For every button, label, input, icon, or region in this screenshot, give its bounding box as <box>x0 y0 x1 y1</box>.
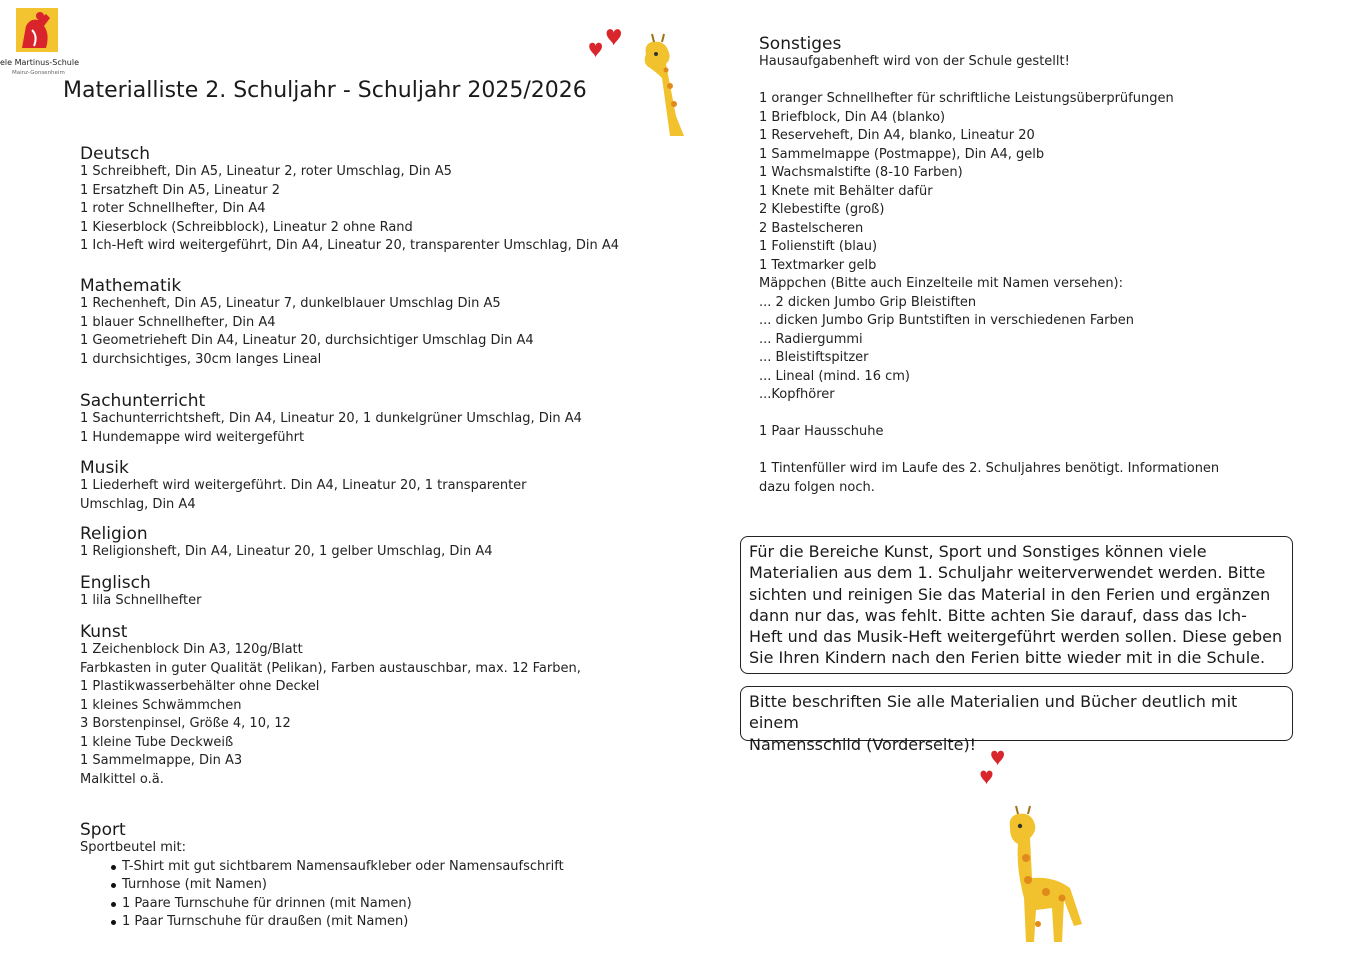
list-item: 1 Religionsheft, Din A4, Lineatur 20, 1 gelber Umschlag, Din A4 <box>80 544 493 559</box>
list-item: 1 Ersatzheft Din A5, Lineatur 2 <box>80 182 281 198</box>
list-item: 1 Wachsmalstifte (8-10 Farben) <box>759 165 963 180</box>
sport-intro: Sportbeutel mit: <box>80 840 186 855</box>
section-heading: Sport <box>80 820 126 840</box>
section-heading: Religion <box>80 524 148 544</box>
list-item: 3 Borstenpinsel, Größe 4, 10, 12 <box>80 716 291 731</box>
list-item: Mäppchen (Bitte auch Einzelteile mit Namen versehen): <box>759 276 1124 291</box>
list-item: 1 Briefblock, Din A4 (blanko) <box>759 109 946 125</box>
section-sport <box>80 822 564 932</box>
note-line: Heft und das Musik-Heft weitergeführt werden sollen. Diese geben <box>749 627 1283 647</box>
list-item: 1 Ich-Heft wird weitergeführt, Din A4, Lineatur 20, transparenter Umschlag, Din A4 <box>80 238 620 253</box>
giraffe-icon <box>1010 806 1082 942</box>
list-item: ... Radiergummi <box>759 331 863 347</box>
list-item: 1 Paar Hausschuhe <box>759 424 884 439</box>
list-item: 1 Kieserblock (Schreibblock), Lineatur 2 ohne Rand <box>80 219 413 235</box>
list-item: Malkittel o.ä. <box>80 771 164 787</box>
spacer <box>759 72 1219 91</box>
list-item: ... Bleistiftspitzer <box>759 350 869 365</box>
sonstiges-intro: Hausaufgabenheft wird von der Schule gestellt! <box>759 54 1070 69</box>
note-line: Materialien aus dem 1. Schuljahr weiterverwendet werden. Bitte <box>749 563 1266 583</box>
spacer <box>759 405 1219 424</box>
school-name: ele Martinus-Schule <box>0 58 80 67</box>
list-item: 1 Paar Turnschuhe für draußen (mit Namen) <box>122 913 564 932</box>
giraffe-icon <box>645 34 684 136</box>
section-sonstiges <box>759 36 1219 497</box>
list-item: ... dicken Jumbo Grip Buntstiften in verschiedenen Farben <box>759 313 1134 328</box>
spacer <box>759 442 1219 461</box>
section-heading: Kunst <box>80 622 128 642</box>
list-item: ...Kopfhörer <box>759 387 835 402</box>
section-heading: Deutsch <box>80 144 150 164</box>
school-logo <box>0 4 90 76</box>
label-note-box <box>740 686 1293 754</box>
section-heading: Mathematik <box>80 276 182 296</box>
list-item: 1 Paare Turnschuhe für drinnen (mit Namen) <box>122 895 564 914</box>
list-item: 1 Sammelmappe, Din A3 <box>80 753 243 768</box>
school-city: Mainz-Gonsenheim <box>12 70 65 76</box>
list-item: 1 lila Schnellhefter <box>80 593 202 608</box>
note-line: sichten und reinigen Sie das Material in den Ferien und ergänzen <box>749 584 1271 604</box>
section-sachunterricht <box>80 393 582 447</box>
note-line: dann nur das, was fehlt. Bitte achten Sie darauf, dass das Ich- <box>749 605 1247 625</box>
list-item: 1 Rechenheft, Din A5, Lineatur 7, dunkelblauer Umschlag Din A5 <box>80 296 501 311</box>
list-item: 1 Zeichenblock Din A3, 120g/Blatt <box>80 642 303 657</box>
section-deutsch <box>80 146 619 256</box>
note-line: Bitte beschriften Sie alle Materialien und Bücher deutlich mit einem <box>749 692 1238 733</box>
list-item: ... Lineal (mind. 16 cm) <box>759 368 910 384</box>
list-item: 1 Textmarker gelb <box>759 257 877 273</box>
list-item: dazu folgen noch. <box>759 479 875 495</box>
list-item: ... 2 dicken Jumbo Grip Bleistiften <box>759 294 977 310</box>
list-item: 1 blauer Schnellhefter, Din A4 <box>80 314 276 330</box>
note-line: Namensschild (Vorderseite)! <box>749 734 977 754</box>
list-item: 1 Schreibheft, Din A5, Lineatur 2, roter Umschlag, Din A5 <box>80 164 452 179</box>
list-item: 2 Bastelscheren <box>759 220 864 236</box>
section-musik <box>80 460 527 514</box>
list-item: 1 Tintenfüller wird im Laufe des 2. Schuljahres benötigt. Informationen <box>759 461 1220 476</box>
list-item: Umschlag, Din A4 <box>80 496 196 512</box>
list-item: 1 durchsichtiges, 30cm langes Lineal <box>80 351 322 367</box>
list-item: 1 kleines Schwämmchen <box>80 697 242 713</box>
list-item: 1 Liederheft wird weitergeführt. Din A4, Lineatur 20, 1 transparenter <box>80 478 527 493</box>
top-giraffe-decoration <box>586 26 686 136</box>
list-item: 1 roter Schnellhefter, Din A4 <box>80 201 266 216</box>
list-item: 1 oranger Schnellhefter für schriftliche Leistungsüberprüfungen <box>759 91 1174 106</box>
list-item: 1 Folienstift (blau) <box>759 239 878 254</box>
note-line: Für die Bereiche Kunst, Sport und Sonstiges können viele <box>749 542 1207 561</box>
list-item: 1 Sammelmappe (Postmappe), Din A4, gelb <box>759 146 1045 162</box>
section-heading: Musik <box>80 458 129 478</box>
heart-icon <box>991 751 1004 766</box>
list-item: 1 Plastikwasserbehälter ohne Deckel <box>80 679 320 694</box>
page-title: Materialliste 2. Schuljahr - Schuljahr 2025/2026 <box>63 78 587 103</box>
list-item: 1 Sachunterrichtsheft, Din A4, Lineatur 20, 1 dunkelgrüner Umschlag, Din A4 <box>80 411 582 426</box>
list-item: 1 kleine Tube Deckweiß <box>80 734 234 750</box>
section-heading: Englisch <box>80 573 151 593</box>
note-line: Sie Ihren Kindern nach den Ferien bitte wieder mit in die Schule. <box>749 648 1266 668</box>
list-item: 1 Reserveheft, Din A4, blanko, Lineatur 20 <box>759 128 1035 143</box>
section-kunst <box>80 624 581 789</box>
list-item: 1 Knete mit Behälter dafür <box>759 183 933 199</box>
sport-bullet-list <box>80 858 564 932</box>
reuse-note-box <box>740 536 1293 674</box>
section-englisch <box>80 575 201 611</box>
list-item: T-Shirt mit gut sichtbarem Namensaufkleber oder Namensaufschrift <box>122 858 564 877</box>
heart-icon <box>589 43 602 58</box>
list-item: Turnhose (mit Namen) <box>122 876 564 895</box>
section-heading: Sonstiges <box>759 34 842 54</box>
heart-icon <box>607 29 621 46</box>
list-item: 2 Klebestifte (groß) <box>759 202 885 217</box>
heart-icon <box>981 771 993 785</box>
list-item: 1 Hundemappe wird weitergeführt <box>80 429 305 445</box>
section-heading: Sachunterricht <box>80 391 206 411</box>
section-religion <box>80 526 493 562</box>
list-item: 1 Geometrieheft Din A4, Lineatur 20, durchsichtiger Umschlag Din A4 <box>80 333 534 348</box>
bottom-giraffe-decoration <box>974 748 1094 948</box>
logo-icon <box>16 8 58 52</box>
list-item: Farbkasten in guter Qualität (Pelikan), Farben austauschbar, max. 12 Farben, <box>80 660 581 676</box>
section-mathematik <box>80 278 534 369</box>
